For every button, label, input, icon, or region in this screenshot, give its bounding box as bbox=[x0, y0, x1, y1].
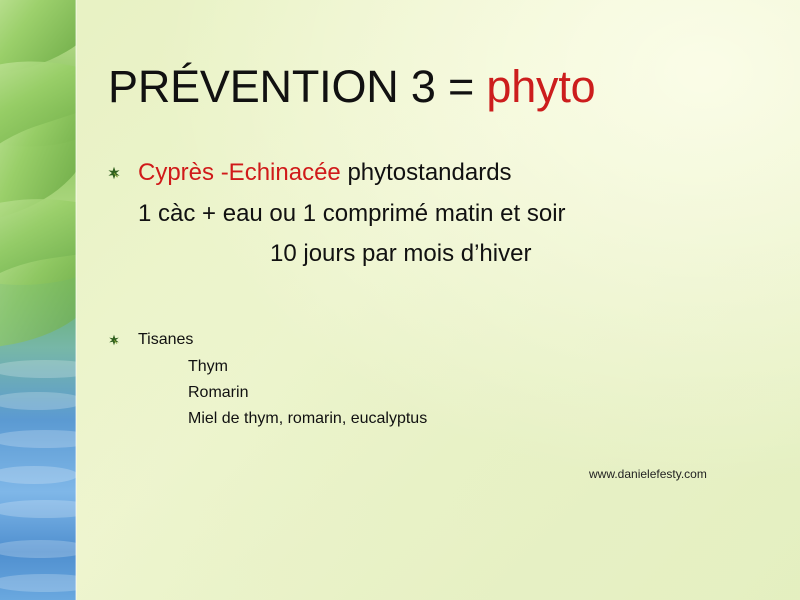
bullet-line-cypres bbox=[138, 159, 512, 187]
tisane-item: Thym bbox=[188, 358, 228, 375]
tisane-item: Romarin bbox=[188, 384, 249, 401]
slide-title-main: PRÉVENTION 3 = bbox=[108, 61, 475, 112]
water-ripple bbox=[0, 430, 76, 448]
strip-divider bbox=[75, 0, 77, 600]
water-ripple bbox=[0, 500, 76, 518]
tisane-item: Miel de thym, romarin, eucalyptus bbox=[188, 410, 428, 427]
tisanes-label: Tisanes bbox=[138, 331, 194, 348]
leaf-bullet-icon bbox=[107, 166, 121, 180]
water-ripple bbox=[0, 360, 76, 378]
water-ripple bbox=[0, 540, 76, 558]
water-ripple bbox=[0, 574, 76, 592]
water-ripple bbox=[0, 392, 76, 410]
phytostandards-text: phytostandards bbox=[347, 159, 512, 186]
duration-line: 10 jours par mois d’hiver bbox=[270, 240, 532, 267]
cypres-echinacee-text: Cyprès -Echinacée bbox=[138, 159, 341, 186]
slide-title bbox=[108, 62, 595, 112]
water-ripple bbox=[0, 466, 76, 484]
dosage-line: 1 càc + eau ou 1 comprimé matin et soir bbox=[138, 200, 566, 227]
slide-title-accent: phyto bbox=[486, 61, 596, 112]
footer-url: www.danielefesty.com bbox=[589, 467, 707, 481]
decorative-side-strip bbox=[0, 0, 76, 600]
leaf-decoration bbox=[0, 252, 76, 352]
leaf-bullet-icon bbox=[108, 334, 120, 346]
